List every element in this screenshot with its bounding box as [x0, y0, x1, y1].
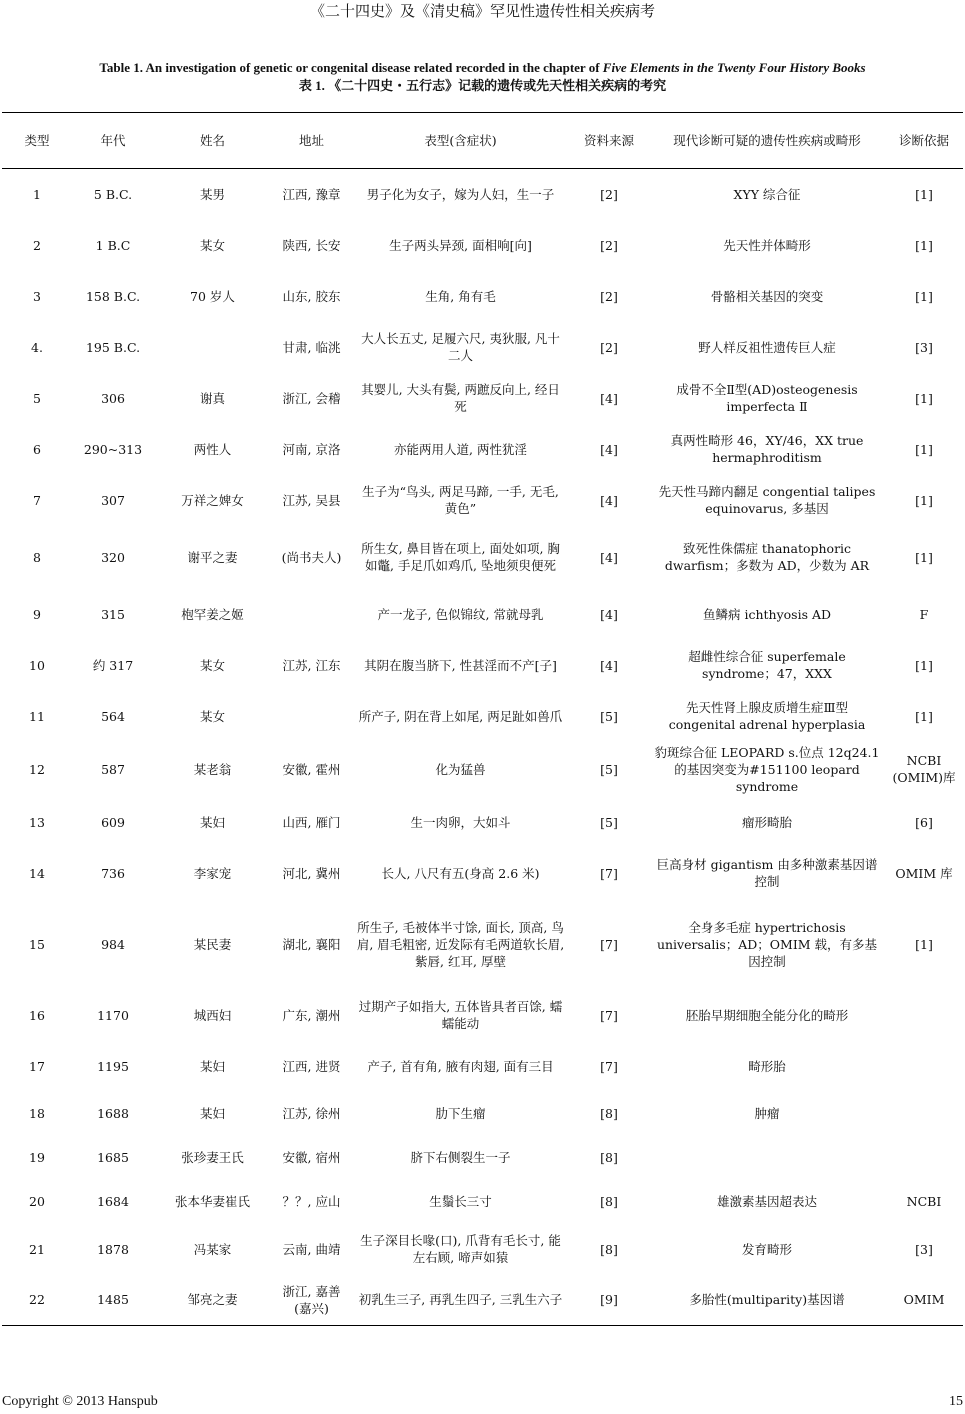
table-cell: 河南, 京洛 [282, 441, 341, 457]
table-cell: 肋下生瘤 [435, 1106, 486, 1121]
table-cell: 307 [101, 492, 125, 508]
table-cell: [1] [915, 708, 933, 724]
table-cell: 10 [29, 657, 45, 673]
table-cell: 1685 [97, 1150, 129, 1165]
table-cell [649, 1136, 885, 1180]
table-cell: 江西, 豫章 [282, 186, 341, 202]
table-cell: [7] [600, 1007, 618, 1023]
table-cell: 甘肃, 临洮 [282, 339, 341, 355]
table-cell: 1 [33, 186, 41, 202]
table-cell: 所生女, 鼻目皆在项上, 面处如项, 胸如鼈, 手足爪如鸡爪, 坠地须臾便死 [361, 541, 560, 573]
table-cell: 1878 [97, 1241, 129, 1257]
table-cell: 290~313 [83, 441, 143, 457]
table-cell: 两性人 [193, 441, 232, 457]
column-header: 资料来源 [583, 133, 634, 148]
table-cell: 全身多毛症 hypertrichosis universalis；AD；OMIM 载，有多基因控制 [656, 919, 878, 969]
table-cell: 胚胎早期细胞全能分化的畸形 [685, 1007, 849, 1023]
table-cell: [4] [600, 441, 618, 457]
table-cell: 生子两头异颈, 面相响[向] [389, 237, 532, 253]
table-cell: 张珍妻王氏 [181, 1150, 244, 1165]
table-cell: 致死性侏儒症 thanatophoric dwarfism；多数为 AD，少数为 AR [664, 541, 870, 573]
table-cell: 先天性马蹄内翻足 congential talipes equinovarus, 多基因 [658, 484, 876, 516]
table-cell: [7] [600, 1058, 618, 1074]
table-cell: 江苏, 吴县 [282, 492, 341, 508]
table-cell: 山西, 雁门 [282, 814, 341, 830]
table-cell: 肿瘤 [754, 1106, 780, 1121]
column-header: 诊断依据 [898, 133, 949, 148]
table-cell: [1] [915, 549, 933, 565]
table-cell: 8 [33, 549, 41, 565]
table-cell: [1] [915, 657, 933, 673]
table-row [2, 640, 963, 691]
table-cell: 李家宠 [193, 865, 232, 881]
table-cell: 产一龙子, 色似锦纹, 常就母乳 [377, 606, 544, 622]
table-cell: 广东, 潮州 [282, 1007, 341, 1023]
table-row [2, 742, 963, 797]
table-cell: [1] [915, 186, 933, 202]
table-cell: 超雌性综合征 superfemale syndrome；47，XXX [688, 649, 846, 681]
copyright-footer: Copyright © 2013 Hanspub [2, 1394, 158, 1409]
column-header: 类型 [24, 133, 50, 148]
table-cell: 7 [33, 492, 41, 508]
table-cell: 亦能两用人道, 两性犹淫 [394, 441, 527, 457]
table-cell: 枹罕姜之姬 [181, 606, 244, 622]
table-cell: 浙江, 会稽 [282, 390, 341, 406]
table-cell: 17 [29, 1058, 45, 1074]
table-cell: [5] [600, 761, 618, 777]
caption-english-italic: Five Elements in the Twenty Four History Books [602, 60, 866, 75]
table-cell: [6] [915, 814, 933, 830]
table-cell: 其婴儿, 大头有鬓, 两蹠反向上, 经日死 [361, 382, 560, 414]
table-cell: 陕西, 长安 [282, 237, 341, 253]
table-cell: [8] [600, 1150, 618, 1165]
table-cell: 1 B.C [95, 237, 131, 253]
table-cell: [4] [600, 492, 618, 508]
table-cell: 产子, 首有角, 腋有肉翅, 面有三目 [367, 1058, 554, 1074]
table-cell: [2] [600, 186, 618, 202]
table-cell: 谢真 [199, 390, 225, 406]
table-cell: 谢平之妻 [187, 549, 238, 565]
table-cell: 畸形胎 [748, 1058, 786, 1074]
table-cell: 某妇 [199, 1106, 225, 1121]
table-cell: 万祥之婢女 [181, 492, 244, 508]
table-cell: 11 [29, 708, 45, 724]
table-cell: 某老翁 [193, 761, 232, 777]
table-cell: 过期产子如指大, 五体皆具者百馀, 蠕蠕能动 [358, 999, 563, 1031]
table-cell: 初乳生三子, 再乳生四子, 三乳生六子 [358, 1292, 563, 1308]
table-row [2, 848, 963, 899]
table-cell: OMIM [903, 1292, 945, 1308]
table-row [2, 475, 963, 526]
table-cell: [2] [600, 288, 618, 304]
table-cell: 1170 [97, 1007, 129, 1023]
table-cell: 1195 [97, 1058, 129, 1074]
table-cell: 安徽, 宿州 [282, 1150, 341, 1165]
table-row [2, 322, 963, 373]
table-cell: 某女 [199, 708, 225, 724]
table-cell: 5 B.C. [93, 186, 133, 202]
column-header: 年代 [100, 133, 126, 148]
table-cell: [4] [600, 606, 618, 622]
column-header: 姓名 [199, 133, 225, 148]
table-cell: 云南, 曲靖 [282, 1241, 341, 1257]
table-cell: NCBI [906, 1194, 942, 1209]
table-cell: 江苏, 江东 [282, 657, 341, 673]
table-cell: 雄激素基因超表达 [716, 1194, 817, 1209]
table-cell: 脐下右侧裂生一子 [410, 1150, 511, 1165]
table-cell: 5 [33, 390, 41, 406]
table-cell: [8] [600, 1194, 618, 1209]
table-row [2, 589, 963, 640]
table-cell: 6 [33, 441, 41, 457]
table-cell: [1] [915, 441, 933, 457]
table-cell: 16 [29, 1007, 45, 1023]
table-cell: 13 [29, 814, 45, 830]
table-row [2, 1224, 963, 1275]
table-cell: 70 岁人 [190, 288, 235, 304]
table-row [2, 271, 963, 322]
table-row [2, 1136, 963, 1180]
table-cell: 2 [33, 237, 41, 253]
column-header: 表型(含症状) [424, 133, 497, 148]
table-cell: (尚书夫人) [281, 549, 342, 565]
caption-chinese: 表 1. 《二十四史・五行志》记载的遗传或先天性相关疾病的考究 [298, 78, 667, 93]
table-cell: 320 [101, 549, 125, 565]
table-cell [154, 322, 271, 373]
table-cell: 先天性肾上腺皮质增生症Ⅲ型 congenital adrenal hyperplasia [668, 700, 866, 732]
table-cell: [1] [915, 936, 933, 952]
table-cell: 浙江, 嘉善(嘉兴) [282, 1283, 341, 1316]
table-cell: 所产子, 阴在背上如尾, 两足趾如兽爪 [358, 708, 563, 724]
table-cell: 某女 [199, 237, 225, 253]
table-cell: 所生子, 毛被体半寸馀, 面长, 顶高, 鸟肩, 眉毛粗密, 近发际有毛两道软长眉, 紫唇, 红耳, 厚壁 [356, 919, 565, 969]
table-cell: 某妇 [199, 1058, 225, 1074]
table-cell: 609 [101, 814, 125, 830]
table-cell: 其阴在腹当脐下, 性甚淫而不产[子] [364, 657, 557, 673]
table-cell: [1] [915, 492, 933, 508]
table-cell: 大人长五丈, 足履六尺, 夷狄服, 凡十二人 [361, 331, 560, 363]
table-cell: 约 317 [92, 657, 134, 673]
table-row [2, 1092, 963, 1136]
table-row [2, 169, 963, 220]
table-cell: 12 [29, 761, 45, 777]
table-cell: 生子深目长喙(口), 爪背有毛长寸, 能左右顾, 啼声如猿 [360, 1233, 561, 1265]
table-cell: 587 [101, 761, 125, 777]
caption-english [0, 59, 965, 77]
column-header: 现代诊断可疑的遗传性疾病或畸形 [673, 133, 861, 148]
table-cell: 成骨不全Ⅱ型(AD)osteogenesis imperfecta Ⅱ [676, 382, 858, 414]
table-cell: 22 [29, 1292, 45, 1308]
page-number: 15 [949, 1394, 963, 1409]
table-cell: 发育畸形 [741, 1241, 792, 1257]
table-cell: 158 B.C. [85, 288, 141, 304]
table-cell [885, 1041, 963, 1092]
table-row [2, 1180, 963, 1224]
table-cell: [1] [915, 288, 933, 304]
table-cell [271, 589, 352, 640]
table-cell: 骨骼相关基因的突变 [710, 288, 824, 304]
table-row [2, 526, 963, 589]
table-cell: 生鬚长三寸 [429, 1194, 492, 1209]
table-cell: 20 [29, 1194, 45, 1209]
table-cell: 736 [101, 865, 125, 881]
table-cell: 生一肉卵，大如斗 [410, 814, 511, 830]
column-header: 地址 [298, 133, 324, 148]
table-cell: 564 [101, 708, 125, 724]
table-cell: 21 [29, 1241, 45, 1257]
table-cell: [5] [600, 814, 618, 830]
table-cell: 18 [29, 1106, 45, 1121]
table-cell: 15 [29, 936, 45, 952]
table-cell [885, 990, 963, 1041]
table-cell: 城西妇 [193, 1007, 232, 1023]
table-cell: [3] [915, 1241, 933, 1257]
table-body [2, 169, 963, 1326]
table-cell: 先天性并体畸形 [723, 237, 811, 253]
table-cell: F [919, 606, 929, 622]
table-row [2, 1275, 963, 1326]
disease-table [2, 112, 963, 1326]
table-row [2, 899, 963, 990]
table-cell: [4] [600, 657, 618, 673]
table-cell: 豹斑综合征 LEOPARD s.位点 12q24.1 的基因突变为#151100 leopard syndrome [654, 744, 880, 794]
table-cell: 邹亮之妻 [187, 1292, 238, 1308]
table-cell: 野人样反祖性遗传巨人症 [698, 339, 836, 355]
table-cell: 1485 [97, 1292, 129, 1308]
table-cell: 长人, 八尺有五(身高 2.6 米) [381, 865, 540, 881]
table-cell: 某女 [199, 657, 225, 673]
table-cell: 1684 [97, 1194, 129, 1209]
table-cell: XYY 综合征 [733, 186, 801, 202]
table-row [2, 691, 963, 742]
table-cell: [2] [600, 339, 618, 355]
table-cell: ？？, 应山 [282, 1194, 341, 1209]
table-cell: 张本华妻崔氏 [174, 1194, 250, 1209]
table-header-row [2, 113, 963, 169]
table-cell: 生子为“鸟头, 两足马蹄, 一手, 无毛, 黄色” [362, 484, 559, 516]
table-cell: [1] [915, 390, 933, 406]
table-cell: 山东, 胶东 [282, 288, 341, 304]
table-cell: 306 [101, 390, 125, 406]
table-cell: 河北, 冀州 [282, 865, 341, 881]
table-cell: [9] [600, 1292, 618, 1308]
table-row [2, 424, 963, 475]
table-cell: 江苏, 徐州 [282, 1106, 341, 1121]
table-cell [885, 1136, 963, 1180]
table-cell: 9 [33, 606, 41, 622]
table-cell: 4. [31, 339, 43, 355]
table-cell: 195 B.C. [85, 339, 141, 355]
table-cell: 江西, 进贤 [282, 1058, 341, 1074]
table-cell: 某民妻 [193, 936, 232, 952]
table-cell: [8] [600, 1241, 618, 1257]
table-cell: [4] [600, 390, 618, 406]
table-cell: 1688 [97, 1106, 129, 1121]
table-cell: 湖北, 襄阳 [282, 936, 341, 952]
table-cell [885, 1092, 963, 1136]
table-row [2, 797, 963, 848]
table-cell: 安徽, 霍州 [282, 761, 341, 777]
table-cell: 化为猛兽 [435, 761, 486, 777]
table-cell: 男子化为女子，嫁为人妇，生一子 [366, 186, 555, 202]
caption-english-text: Table 1. An investigation of genetic or congenital disease related recorded in the chapter of [99, 60, 603, 75]
table-row [2, 990, 963, 1041]
table-cell: [2] [600, 237, 618, 253]
table-cell: 19 [29, 1150, 45, 1165]
table-cell: 某男 [199, 186, 225, 202]
table-cell: 984 [101, 936, 125, 952]
table-cell: 某妇 [199, 814, 225, 830]
table-cell: [4] [600, 549, 618, 565]
running-header: 《二十四史》及《清史稿》罕见性遗传性相关疾病考 [309, 2, 655, 20]
table-cell: 鱼鳞病 ichthyosis AD [702, 606, 832, 622]
table-cell: 3 [33, 288, 41, 304]
table-cell: 真两性畸形 46，XY/46，XX true hermaphroditism [670, 433, 864, 465]
table-cell: 多胎性(multiparity)基因谱 [689, 1292, 845, 1308]
table-cell: OMIM 库 [895, 865, 953, 881]
table-caption [0, 59, 965, 95]
table-cell: 巨高身材 gigantism 由多种激素基因谱控制 [656, 857, 878, 889]
table-cell: [1] [915, 237, 933, 253]
table-row [2, 1041, 963, 1092]
table-cell: 冯某家 [193, 1241, 232, 1257]
table-cell: 315 [101, 606, 125, 622]
table-cell: [3] [915, 339, 933, 355]
table-cell: 生角, 角有毛 [425, 288, 496, 304]
table-cell: [7] [600, 936, 618, 952]
table-row [2, 373, 963, 424]
table-row [2, 220, 963, 271]
table-cell: 14 [29, 865, 45, 881]
table-cell: 瘤形畸胎 [741, 814, 792, 830]
table-cell: [5] [600, 708, 618, 724]
table-cell: [8] [600, 1106, 618, 1121]
table-cell: [7] [600, 865, 618, 881]
table-cell [271, 691, 352, 742]
table-cell: NCBI (OMIM)库 [892, 753, 956, 785]
